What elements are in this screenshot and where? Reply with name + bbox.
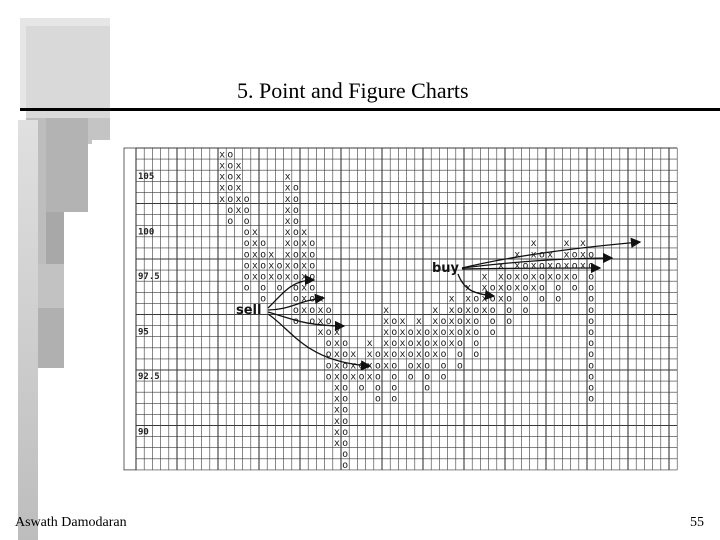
o-mark: o: [260, 238, 267, 250]
x-mark: x: [383, 327, 390, 339]
o-mark: o: [407, 371, 414, 383]
o-mark: o: [588, 271, 595, 283]
o-mark: o: [227, 193, 234, 205]
x-mark: x: [317, 327, 324, 339]
x-mark: x: [333, 360, 340, 372]
o-mark: o: [456, 304, 463, 316]
x-mark: x: [465, 293, 472, 305]
o-mark: o: [588, 282, 595, 294]
o-mark: o: [260, 293, 267, 305]
o-mark: o: [473, 349, 480, 361]
x-mark: x: [284, 271, 291, 283]
o-mark: o: [374, 349, 381, 361]
o-mark: o: [227, 149, 234, 161]
o-mark: o: [260, 260, 267, 272]
o-mark: o: [588, 349, 595, 361]
x-mark: x: [366, 338, 373, 350]
x-mark: x: [317, 315, 324, 327]
x-mark: x: [301, 249, 308, 261]
o-mark: o: [391, 382, 398, 394]
x-mark: x: [399, 315, 406, 327]
o-mark: o: [440, 349, 447, 361]
o-mark: o: [407, 338, 414, 350]
o-mark: o: [292, 193, 299, 205]
o-mark: o: [243, 282, 250, 294]
o-mark: o: [391, 338, 398, 350]
x-mark: x: [317, 304, 324, 316]
o-mark: o: [292, 271, 299, 283]
x-mark: x: [415, 360, 422, 372]
o-mark: o: [342, 338, 349, 350]
o-mark: o: [292, 249, 299, 261]
o-mark: o: [571, 249, 578, 261]
o-mark: o: [276, 260, 283, 272]
o-mark: o: [260, 249, 267, 261]
x-mark: x: [219, 160, 226, 172]
o-mark: o: [456, 349, 463, 361]
x-mark: x: [333, 327, 340, 339]
o-mark: o: [391, 360, 398, 372]
o-mark: o: [407, 349, 414, 361]
x-mark: x: [563, 249, 570, 261]
o-mark: o: [424, 327, 431, 339]
o-mark: o: [309, 260, 316, 272]
x-mark: x: [235, 193, 242, 205]
x-mark: x: [481, 293, 488, 305]
o-mark: o: [506, 271, 513, 283]
x-mark: x: [415, 315, 422, 327]
o-mark: o: [342, 404, 349, 416]
o-mark: o: [325, 371, 332, 383]
x-mark: x: [251, 271, 258, 283]
o-mark: o: [276, 271, 283, 283]
x-mark: x: [514, 260, 521, 272]
o-mark: o: [227, 182, 234, 194]
o-mark: o: [342, 382, 349, 394]
o-mark: o: [555, 260, 562, 272]
x-mark: x: [432, 349, 439, 361]
o-mark: o: [391, 327, 398, 339]
o-mark: o: [522, 271, 529, 283]
x-mark: x: [268, 249, 275, 261]
o-mark: o: [342, 360, 349, 372]
o-mark: o: [325, 327, 332, 339]
o-mark: o: [555, 282, 562, 294]
x-mark: x: [350, 360, 357, 372]
x-mark: x: [301, 293, 308, 305]
o-mark: o: [522, 304, 529, 316]
x-mark: x: [448, 304, 455, 316]
o-mark: o: [243, 249, 250, 261]
x-mark: x: [284, 238, 291, 250]
o-mark: o: [571, 260, 578, 272]
o-mark: o: [227, 160, 234, 172]
x-mark: x: [497, 271, 504, 283]
deco-bar-mid: [46, 118, 88, 212]
o-mark: o: [292, 315, 299, 327]
o-mark: o: [489, 293, 496, 305]
o-mark: o: [292, 204, 299, 216]
x-mark: x: [268, 271, 275, 283]
o-mark: o: [260, 271, 267, 283]
x-mark: x: [530, 249, 537, 261]
x-mark: x: [219, 182, 226, 194]
o-mark: o: [243, 204, 250, 216]
o-mark: o: [325, 304, 332, 316]
y-tick-label: 95: [138, 327, 149, 338]
x-mark: x: [563, 238, 570, 250]
x-mark: x: [284, 216, 291, 228]
o-mark: o: [424, 349, 431, 361]
o-mark: o: [473, 338, 480, 350]
o-mark: o: [309, 315, 316, 327]
o-mark: o: [309, 271, 316, 283]
x-mark: x: [530, 282, 537, 294]
o-mark: o: [374, 371, 381, 383]
o-mark: o: [522, 282, 529, 294]
o-mark: o: [227, 171, 234, 183]
x-mark: x: [333, 415, 340, 427]
o-mark: o: [440, 315, 447, 327]
x-mark: x: [530, 271, 537, 283]
o-mark: o: [227, 204, 234, 216]
x-mark: x: [235, 204, 242, 216]
o-mark: o: [588, 293, 595, 305]
o-mark: o: [588, 315, 595, 327]
x-mark: x: [366, 360, 373, 372]
x-mark: x: [415, 338, 422, 350]
o-mark: o: [506, 293, 513, 305]
o-mark: o: [374, 393, 381, 405]
o-mark: o: [489, 282, 496, 294]
o-mark: o: [243, 271, 250, 283]
x-mark: x: [219, 171, 226, 183]
deco-bar-long-2: [38, 308, 64, 368]
x-mark: x: [465, 315, 472, 327]
x-mark: x: [235, 182, 242, 194]
o-mark: o: [309, 238, 316, 250]
o-mark: o: [424, 371, 431, 383]
o-mark: o: [227, 216, 234, 228]
x-mark: x: [383, 349, 390, 361]
o-mark: o: [276, 282, 283, 294]
point-and-figure-chart: [92, 140, 700, 475]
o-mark: o: [309, 304, 316, 316]
x-mark: x: [579, 249, 586, 261]
o-mark: o: [309, 293, 316, 305]
o-mark: o: [358, 382, 365, 394]
x-mark: x: [547, 260, 554, 272]
o-mark: o: [522, 293, 529, 305]
x-mark: x: [448, 293, 455, 305]
o-mark: o: [292, 238, 299, 250]
x-mark: x: [399, 327, 406, 339]
o-mark: o: [292, 227, 299, 239]
buy-label: buy: [432, 261, 460, 276]
o-mark: o: [538, 282, 545, 294]
x-mark: x: [251, 260, 258, 272]
o-mark: o: [440, 327, 447, 339]
o-mark: o: [473, 315, 480, 327]
o-mark: o: [440, 371, 447, 383]
o-mark: o: [506, 304, 513, 316]
x-mark: x: [481, 282, 488, 294]
o-mark: o: [243, 193, 250, 205]
page-number: 55: [690, 515, 704, 530]
x-mark: x: [333, 393, 340, 405]
o-mark: o: [571, 282, 578, 294]
o-mark: o: [342, 426, 349, 438]
o-mark: o: [358, 360, 365, 372]
o-mark: o: [456, 338, 463, 350]
o-mark: o: [309, 282, 316, 294]
o-mark: o: [342, 449, 349, 461]
x-mark: x: [333, 371, 340, 383]
o-mark: o: [456, 315, 463, 327]
o-mark: o: [325, 315, 332, 327]
o-mark: o: [309, 249, 316, 261]
x-mark: x: [514, 249, 521, 261]
y-tick-label: 97.5: [138, 271, 160, 282]
y-tick-label: 90: [138, 427, 149, 438]
x-mark: x: [432, 304, 439, 316]
o-mark: o: [489, 315, 496, 327]
x-mark: x: [563, 271, 570, 283]
o-mark: o: [588, 338, 595, 350]
o-mark: o: [538, 260, 545, 272]
x-mark: x: [448, 315, 455, 327]
y-tick-label: 92.5: [138, 371, 160, 382]
x-mark: x: [399, 349, 406, 361]
o-mark: o: [424, 338, 431, 350]
o-mark: o: [358, 371, 365, 383]
o-mark: o: [292, 182, 299, 194]
deco-bar-dark-2: [46, 212, 64, 264]
o-mark: o: [407, 360, 414, 372]
o-mark: o: [506, 315, 513, 327]
o-mark: o: [407, 327, 414, 339]
o-mark: o: [440, 338, 447, 350]
x-mark: x: [284, 204, 291, 216]
x-mark: x: [301, 282, 308, 294]
o-mark: o: [538, 271, 545, 283]
o-mark: o: [588, 249, 595, 261]
x-mark: x: [383, 360, 390, 372]
x-mark: x: [497, 260, 504, 272]
o-mark: o: [342, 438, 349, 450]
o-mark: o: [342, 393, 349, 405]
x-mark: x: [481, 271, 488, 283]
deco-bar-tall: [18, 120, 38, 540]
o-mark: o: [588, 393, 595, 405]
x-mark: x: [301, 271, 308, 283]
x-mark: x: [284, 182, 291, 194]
o-mark: o: [473, 293, 480, 305]
o-mark: o: [588, 360, 595, 372]
o-mark: o: [489, 304, 496, 316]
x-mark: x: [432, 327, 439, 339]
x-mark: x: [251, 238, 258, 250]
x-mark: x: [366, 349, 373, 361]
o-mark: o: [292, 216, 299, 228]
x-mark: x: [284, 193, 291, 205]
o-mark: o: [342, 349, 349, 361]
x-mark: x: [432, 338, 439, 350]
x-mark: x: [251, 227, 258, 239]
x-mark: x: [284, 227, 291, 239]
title-rule: [20, 108, 720, 111]
x-mark: x: [350, 371, 357, 383]
x-mark: x: [235, 171, 242, 183]
o-mark: o: [292, 293, 299, 305]
x-mark: x: [333, 382, 340, 394]
x-mark: x: [547, 271, 554, 283]
x-mark: x: [465, 282, 472, 294]
x-mark: x: [547, 249, 554, 261]
slide-title: 5. Point and Figure Charts: [237, 78, 469, 103]
x-mark: x: [448, 327, 455, 339]
x-mark: x: [579, 260, 586, 272]
o-mark: o: [391, 393, 398, 405]
x-mark: x: [333, 338, 340, 350]
x-mark: x: [301, 304, 308, 316]
x-mark: x: [563, 260, 570, 272]
o-mark: o: [342, 415, 349, 427]
o-mark: o: [588, 260, 595, 272]
o-mark: o: [325, 349, 332, 361]
x-mark: x: [514, 271, 521, 283]
o-mark: o: [325, 338, 332, 350]
x-mark: x: [530, 260, 537, 272]
o-mark: o: [424, 382, 431, 394]
o-mark: o: [391, 349, 398, 361]
o-mark: o: [588, 304, 595, 316]
x-mark: x: [284, 171, 291, 183]
x-mark: x: [366, 371, 373, 383]
x-mark: x: [251, 249, 258, 261]
x-mark: x: [301, 227, 308, 239]
x-mark: x: [448, 338, 455, 350]
x-mark: x: [333, 349, 340, 361]
x-mark: x: [333, 404, 340, 416]
x-mark: x: [219, 193, 226, 205]
x-mark: x: [415, 327, 422, 339]
o-mark: o: [260, 282, 267, 294]
y-tick-label: 105: [138, 172, 155, 183]
o-mark: o: [374, 382, 381, 394]
o-mark: o: [342, 460, 349, 472]
o-mark: o: [292, 282, 299, 294]
o-mark: o: [391, 371, 398, 383]
x-mark: x: [219, 149, 226, 161]
x-mark: x: [284, 260, 291, 272]
footer-author: Aswath Damodaran: [15, 515, 127, 530]
o-mark: o: [571, 271, 578, 283]
o-mark: o: [391, 315, 398, 327]
o-mark: o: [292, 260, 299, 272]
o-mark: o: [555, 271, 562, 283]
x-mark: x: [383, 315, 390, 327]
x-mark: x: [432, 315, 439, 327]
o-mark: o: [424, 360, 431, 372]
x-mark: x: [497, 282, 504, 294]
o-mark: o: [325, 360, 332, 372]
o-mark: o: [489, 327, 496, 339]
x-mark: x: [530, 238, 537, 250]
x-mark: x: [350, 349, 357, 361]
x-mark: x: [301, 238, 308, 250]
o-mark: o: [588, 371, 595, 383]
x-mark: x: [333, 426, 340, 438]
o-mark: o: [473, 304, 480, 316]
x-mark: x: [383, 304, 390, 316]
x-mark: x: [399, 338, 406, 350]
o-mark: o: [374, 360, 381, 372]
y-tick-label: 100: [138, 227, 155, 238]
o-mark: o: [243, 227, 250, 239]
x-mark: x: [465, 304, 472, 316]
o-mark: o: [506, 282, 513, 294]
x-mark: x: [333, 438, 340, 450]
o-mark: o: [243, 238, 250, 250]
x-mark: x: [465, 327, 472, 339]
o-mark: o: [538, 249, 545, 261]
o-mark: o: [588, 382, 595, 394]
x-mark: x: [383, 338, 390, 350]
x-mark: x: [415, 349, 422, 361]
o-mark: o: [538, 293, 545, 305]
x-mark: x: [579, 238, 586, 250]
x-mark: x: [514, 282, 521, 294]
x-mark: x: [317, 293, 324, 305]
o-mark: o: [342, 371, 349, 383]
x-mark: x: [301, 260, 308, 272]
o-mark: o: [473, 327, 480, 339]
sell-label: sell: [236, 303, 262, 318]
o-mark: o: [456, 360, 463, 372]
o-mark: o: [243, 260, 250, 272]
x-mark: x: [268, 260, 275, 272]
o-mark: o: [243, 216, 250, 228]
o-mark: o: [456, 327, 463, 339]
o-mark: o: [588, 327, 595, 339]
o-mark: o: [440, 360, 447, 372]
o-mark: o: [555, 293, 562, 305]
o-mark: o: [292, 304, 299, 316]
x-mark: x: [481, 304, 488, 316]
o-mark: o: [522, 260, 529, 272]
x-mark: x: [284, 249, 291, 261]
x-mark: x: [497, 293, 504, 305]
x-mark: x: [235, 160, 242, 172]
